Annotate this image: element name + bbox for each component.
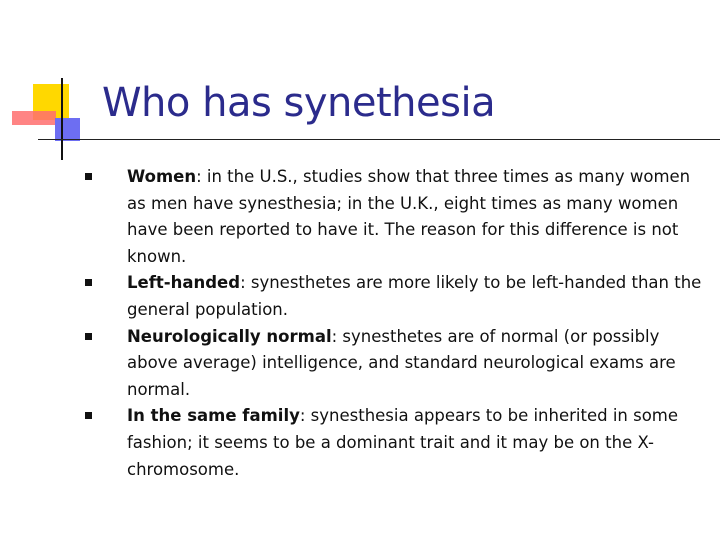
bullet-body: : synesthesia appears to be inherited in some fashion; it seems to be a dominant trait and it may be on the X-chromosome. xyxy=(127,406,679,479)
bullet-body: : in the U.S., studies show that three times as many women as men have synesthesia; in the U.K., eight times as many women have been reported to have it. The reason for this difference is not known. xyxy=(127,167,691,266)
logo-red-bar-icon xyxy=(12,111,56,125)
logo-blue-square-icon xyxy=(55,118,80,141)
square-bullet-icon xyxy=(85,173,92,180)
bullet-term: Women xyxy=(127,167,197,186)
bullet-text xyxy=(127,324,702,404)
bullet-body: : synesthetes are of normal (or possibly above average) intelligence, and standard neurological exams are normal. xyxy=(127,326,676,399)
square-bullet-icon xyxy=(85,333,92,340)
logo-vertical-line xyxy=(61,78,63,160)
bullet-item-neurologically-normal xyxy=(0,324,720,404)
bullet-body: : synesthetes are more likely to be left-handed than the general population. xyxy=(127,273,702,319)
bullet-text xyxy=(127,270,702,323)
bullet-item-women xyxy=(0,164,720,270)
bullet-term: Neurologically normal xyxy=(127,326,332,346)
bullet-term: In the same family xyxy=(127,406,300,426)
square-bullet-icon xyxy=(85,279,92,286)
bullet-term: Left-handed xyxy=(127,273,241,293)
square-bullet-icon xyxy=(85,412,92,419)
bullet-item-left-handed xyxy=(0,270,720,323)
title-underline-divider xyxy=(38,139,720,140)
slide-title: Who has synethesia xyxy=(102,80,496,126)
bullet-text xyxy=(127,164,702,270)
bullet-list xyxy=(0,164,720,483)
bullet-text xyxy=(127,403,702,483)
bullet-item-same-family xyxy=(0,403,720,483)
